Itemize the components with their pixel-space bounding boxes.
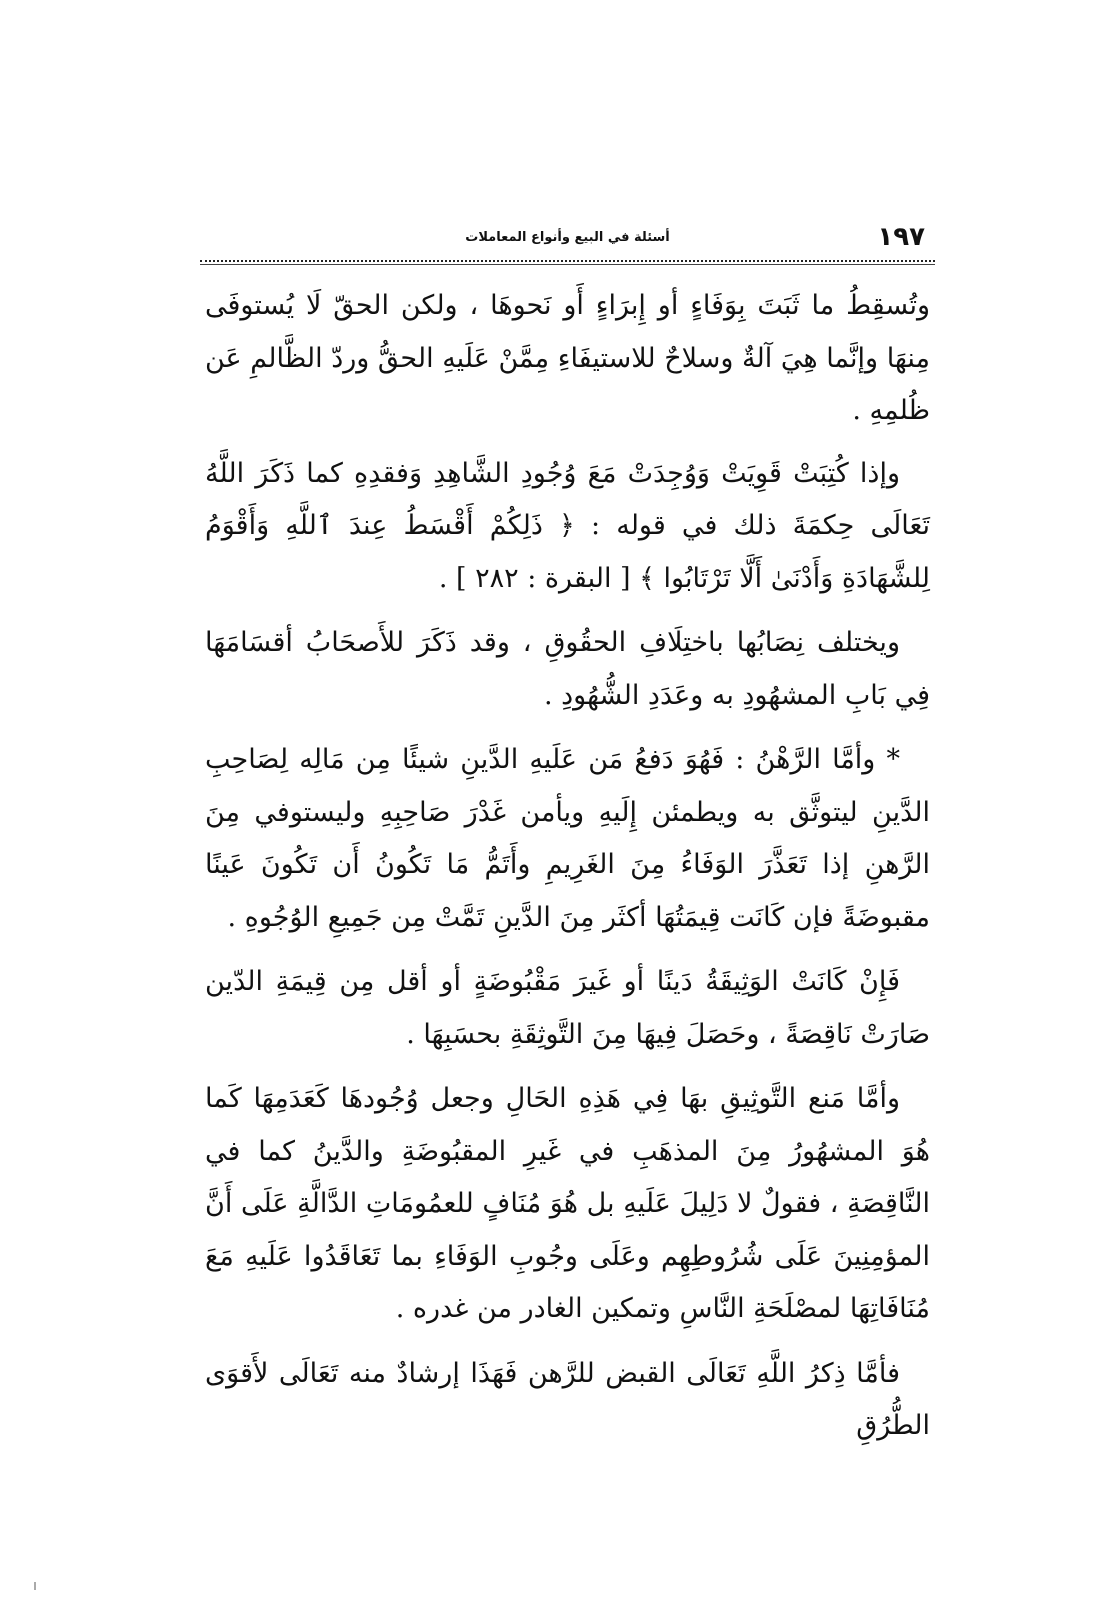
paragraph: وإذا كُتِبَتْ قَوِيَتْ وَوُجِدَتْ مَعَ وُجُودِ الشَّاهِدِ وَفقدِهِ كما ذَكَرَ اللَّهُ تَعَالَى حِكمَةَ ذلك في قوله : ﴿ ذَلِكُمْ أَقْسَطُ عِندَ ٱللَّهِ وَأَقْوَمُ لِلشَّهَادَةِ وَأَدْنَىٰ أَلَّا تَرْتَابُوا ﴾ [ البقرة : ٢٨٢ ] .	[205, 457, 930, 594]
paragraph: * وأمَّا الرَّهْنُ : فَهُوَ دَفعُ مَن عَلَيهِ الدَّينِ شيئًا مِن مَالِه لِصَاحِبِ الدَّينِ ليتوثَّق به ويطمئن إِلَيهِ ويأمن غَدْرَ صَاحِبِهِ وليستوفي مِنَ الرَّهنِ إذا تَعَذَّرَ الوَفَاءُ مِنَ الغَرِيمِ وأَتَمُّ مَا تَكُونُ أَن تَكُونَ عَينًا مقبوضَةً فإن كَانَت قِيمَتُهَا أكثَر مِنَ الدَّينِ تَمَّتْ مِن جَمِيعِ الوُجُوهِ .	[205, 744, 930, 933]
paragraph: وتُسقِطُ ما ثَبَتَ بِوَفَاءٍ أو إِبرَاءٍ أَو نَحوهَا ، ولكن الحقّ لَا يُستوفَى مِنهَا وإنَّما هِيَ آلةٌ وسلاحٌ للاستيفَاءِ مِمَّنْ عَلَيهِ الحقُّ وردّ الظَّالمِ عَن ظُلمِهِ .	[205, 290, 930, 426]
header-divider	[200, 260, 935, 262]
page-number: ١٩٧	[877, 222, 925, 252]
paragraph: ويختلف نِصَابُها باختِلَافِ الحقُوقِ ، وقد ذَكَرَ للأَصحَابُ أقسَامَهَا فِي بَابِ المشهُودِ به وعَدَدِ الشُّهُودِ .	[205, 627, 930, 711]
page-header	[200, 222, 935, 258]
paragraph: وأمَّا مَنع التَّوثِيقِ بهَا فِي هَذِهِ الحَالِ وجعل وُجُودهَا كَعَدَمِهَا كَما هُوَ المشهُورُ مِنَ المذهَبِ في غَيرِ المقبُوضَةِ والدَّينُ كما في النَّاقِصَةِ ، فقولٌ لا دَلِيلَ عَلَيهِ بل هُوَ مُنَافٍ للعمُومَاتِ الدَّالَّةِ عَلَى أَنَّ المؤمِنِينَ عَلَى شُرُوطِهِم وعَلَى وجُوبِ الوَفَاءِ بما تَعَاقَدُوا عَلَيهِ مَعَ مُنَافَاتِهَا لمصْلَحَةِ النَّاسِ وتمكين الغادر من غدره .	[205, 1083, 930, 1324]
paragraph: فَإِنْ كَانَتْ الوَثِيقَةُ دَينًا أو غَيرَ مَقْبُوضَةٍ أو أقل مِن قِيمَةِ الدّين صَارَتْ نَاقِصَةً ، وحَصَلَ فِيهَا مِنَ التَّوثِقَةِ بحسَبِهَا .	[205, 966, 930, 1050]
scan-mark	[34, 1582, 36, 1590]
paragraph: فأمَّا ذِكرُ اللَّهِ تَعَالَى القبض للرَّهن فَهَذَا إرشادٌ منه تَعَالَى لأَقوَى الطُّرُقِ	[205, 1357, 930, 1441]
header-divider-line	[200, 264, 935, 265]
running-title: أسئلة في البيع وأنواع المعاملات	[465, 230, 670, 245]
body-text	[205, 280, 930, 1465]
